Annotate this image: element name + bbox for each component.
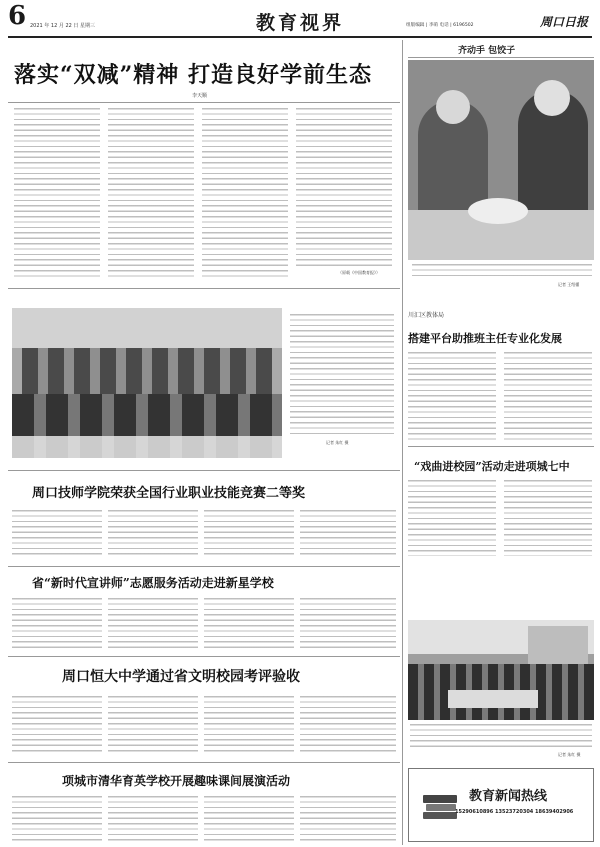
- photo-story-title: 齐动手 包饺子: [458, 46, 516, 56]
- photo-story-caption: [412, 264, 592, 280]
- article-b-col-4: [300, 598, 396, 648]
- right-news-block: [408, 296, 594, 616]
- hotline-title: 教育新闻热线: [469, 789, 548, 804]
- article-a-col-4: [300, 510, 396, 558]
- article-d-col-4: [300, 796, 396, 842]
- lead-body-col-3: [202, 108, 288, 278]
- article-d-title: 项城市清华育英学校开展趣味课间展演活动: [62, 774, 291, 788]
- article-c-col-4: [300, 696, 396, 752]
- child-face-left: [436, 90, 470, 124]
- hotline-icon: [423, 779, 457, 819]
- article-a-rule: [8, 470, 400, 471]
- section-title: 教育视界: [256, 12, 345, 34]
- lead-photo-top-rule: [8, 288, 400, 289]
- article-b-title: 省“新时代宣讲师”志愿服务活动走进新星学校: [32, 576, 274, 590]
- classroom-photo: [12, 308, 282, 458]
- article-b-col-3: [204, 598, 294, 648]
- article-d-col-1: [12, 796, 102, 842]
- lead-divider: [8, 102, 400, 103]
- hotline-box: [408, 768, 594, 842]
- photo-story-dumplings: [408, 40, 594, 290]
- article-c-col-3: [204, 696, 294, 752]
- article-c-col-1: [12, 696, 102, 752]
- book-stack-icon-layer: [426, 804, 456, 811]
- column-label: 川汇区教体局: [408, 312, 445, 319]
- lead-source-note: （原载《中国教育报》）: [338, 270, 380, 275]
- child-face-right: [534, 80, 570, 116]
- right-article-2-col-1: [408, 480, 496, 556]
- dumpling-tray: [468, 198, 528, 224]
- article-a-col-1: [12, 510, 102, 558]
- article-c-col-2: [108, 696, 198, 752]
- lead-body-col-1: [14, 108, 100, 278]
- newspaper-logo: 周口日报: [540, 15, 589, 29]
- hotline-numbers: 15290610896 13523720304 18639402906: [455, 809, 574, 815]
- opera-stage-table: [448, 690, 538, 708]
- article-b-col-1: [12, 598, 102, 648]
- classroom-window-strip: [12, 308, 282, 348]
- right-divider-1: [408, 446, 594, 447]
- article-b-col-2: [108, 598, 198, 648]
- article-c: [8, 656, 400, 758]
- article-b-rule: [8, 566, 400, 567]
- right-article-2-col-2: [504, 480, 592, 556]
- photo-story-header: [408, 40, 594, 58]
- right-article-1-col-1: [408, 352, 496, 442]
- article-d-col-2: [108, 796, 198, 842]
- lead-article: [8, 44, 400, 284]
- right-photo-credit: 记者 朱红 摄: [558, 752, 581, 757]
- lead-body-col-4: [296, 108, 392, 268]
- dumpling-photo: [408, 60, 594, 260]
- opera-photo: [408, 620, 594, 720]
- lead-photo-block: [8, 288, 400, 466]
- article-a-title: 周口技师学院荣获全国行业职业技能竞赛二等奖: [32, 486, 306, 501]
- book-stack-icon: [423, 795, 457, 803]
- lead-article-author: 李天顺: [192, 93, 208, 99]
- photo-story-credit: 记者 王绍懂: [558, 282, 580, 287]
- article-c-rule: [8, 656, 400, 657]
- right-article-1-col-2: [504, 352, 592, 442]
- book-stack-icon-base: [423, 812, 457, 819]
- right-photo-block: [408, 620, 594, 762]
- date-line: 2021 年 12 月 22 日 星期三: [30, 23, 95, 29]
- masthead: [0, 0, 600, 40]
- editor-line: 组版编辑 | 李萌 电话 | 6196502: [406, 23, 474, 28]
- lead-body-col-2: [108, 108, 194, 278]
- lead-photo-caption: [290, 314, 394, 434]
- article-a: [8, 470, 400, 562]
- desks: [12, 436, 282, 458]
- right-article-2-title: “戏曲进校园”活动走进项城七中: [414, 460, 570, 473]
- students-row-back: [22, 348, 272, 398]
- lead-photo-credit: 记者 朱红 摄: [326, 440, 349, 445]
- masthead-rule: [8, 36, 592, 38]
- opera-building: [528, 626, 588, 666]
- article-d: [8, 762, 400, 844]
- column-divider: [402, 40, 403, 845]
- article-b: [8, 566, 400, 652]
- article-d-rule: [8, 762, 400, 763]
- article-c-title: 周口恒大中学通过省文明校园考评验收: [62, 669, 300, 685]
- right-article-1-title: 搭建平台助推班主任专业化发展: [408, 332, 562, 345]
- article-d-col-3: [204, 796, 294, 842]
- lead-article-title: 落实“双减”精神 打造良好学前生态: [14, 62, 372, 88]
- article-a-col-3: [204, 510, 294, 558]
- right-photo-caption: [410, 724, 592, 750]
- page-number: 6: [8, 1, 27, 31]
- article-a-col-2: [108, 510, 198, 558]
